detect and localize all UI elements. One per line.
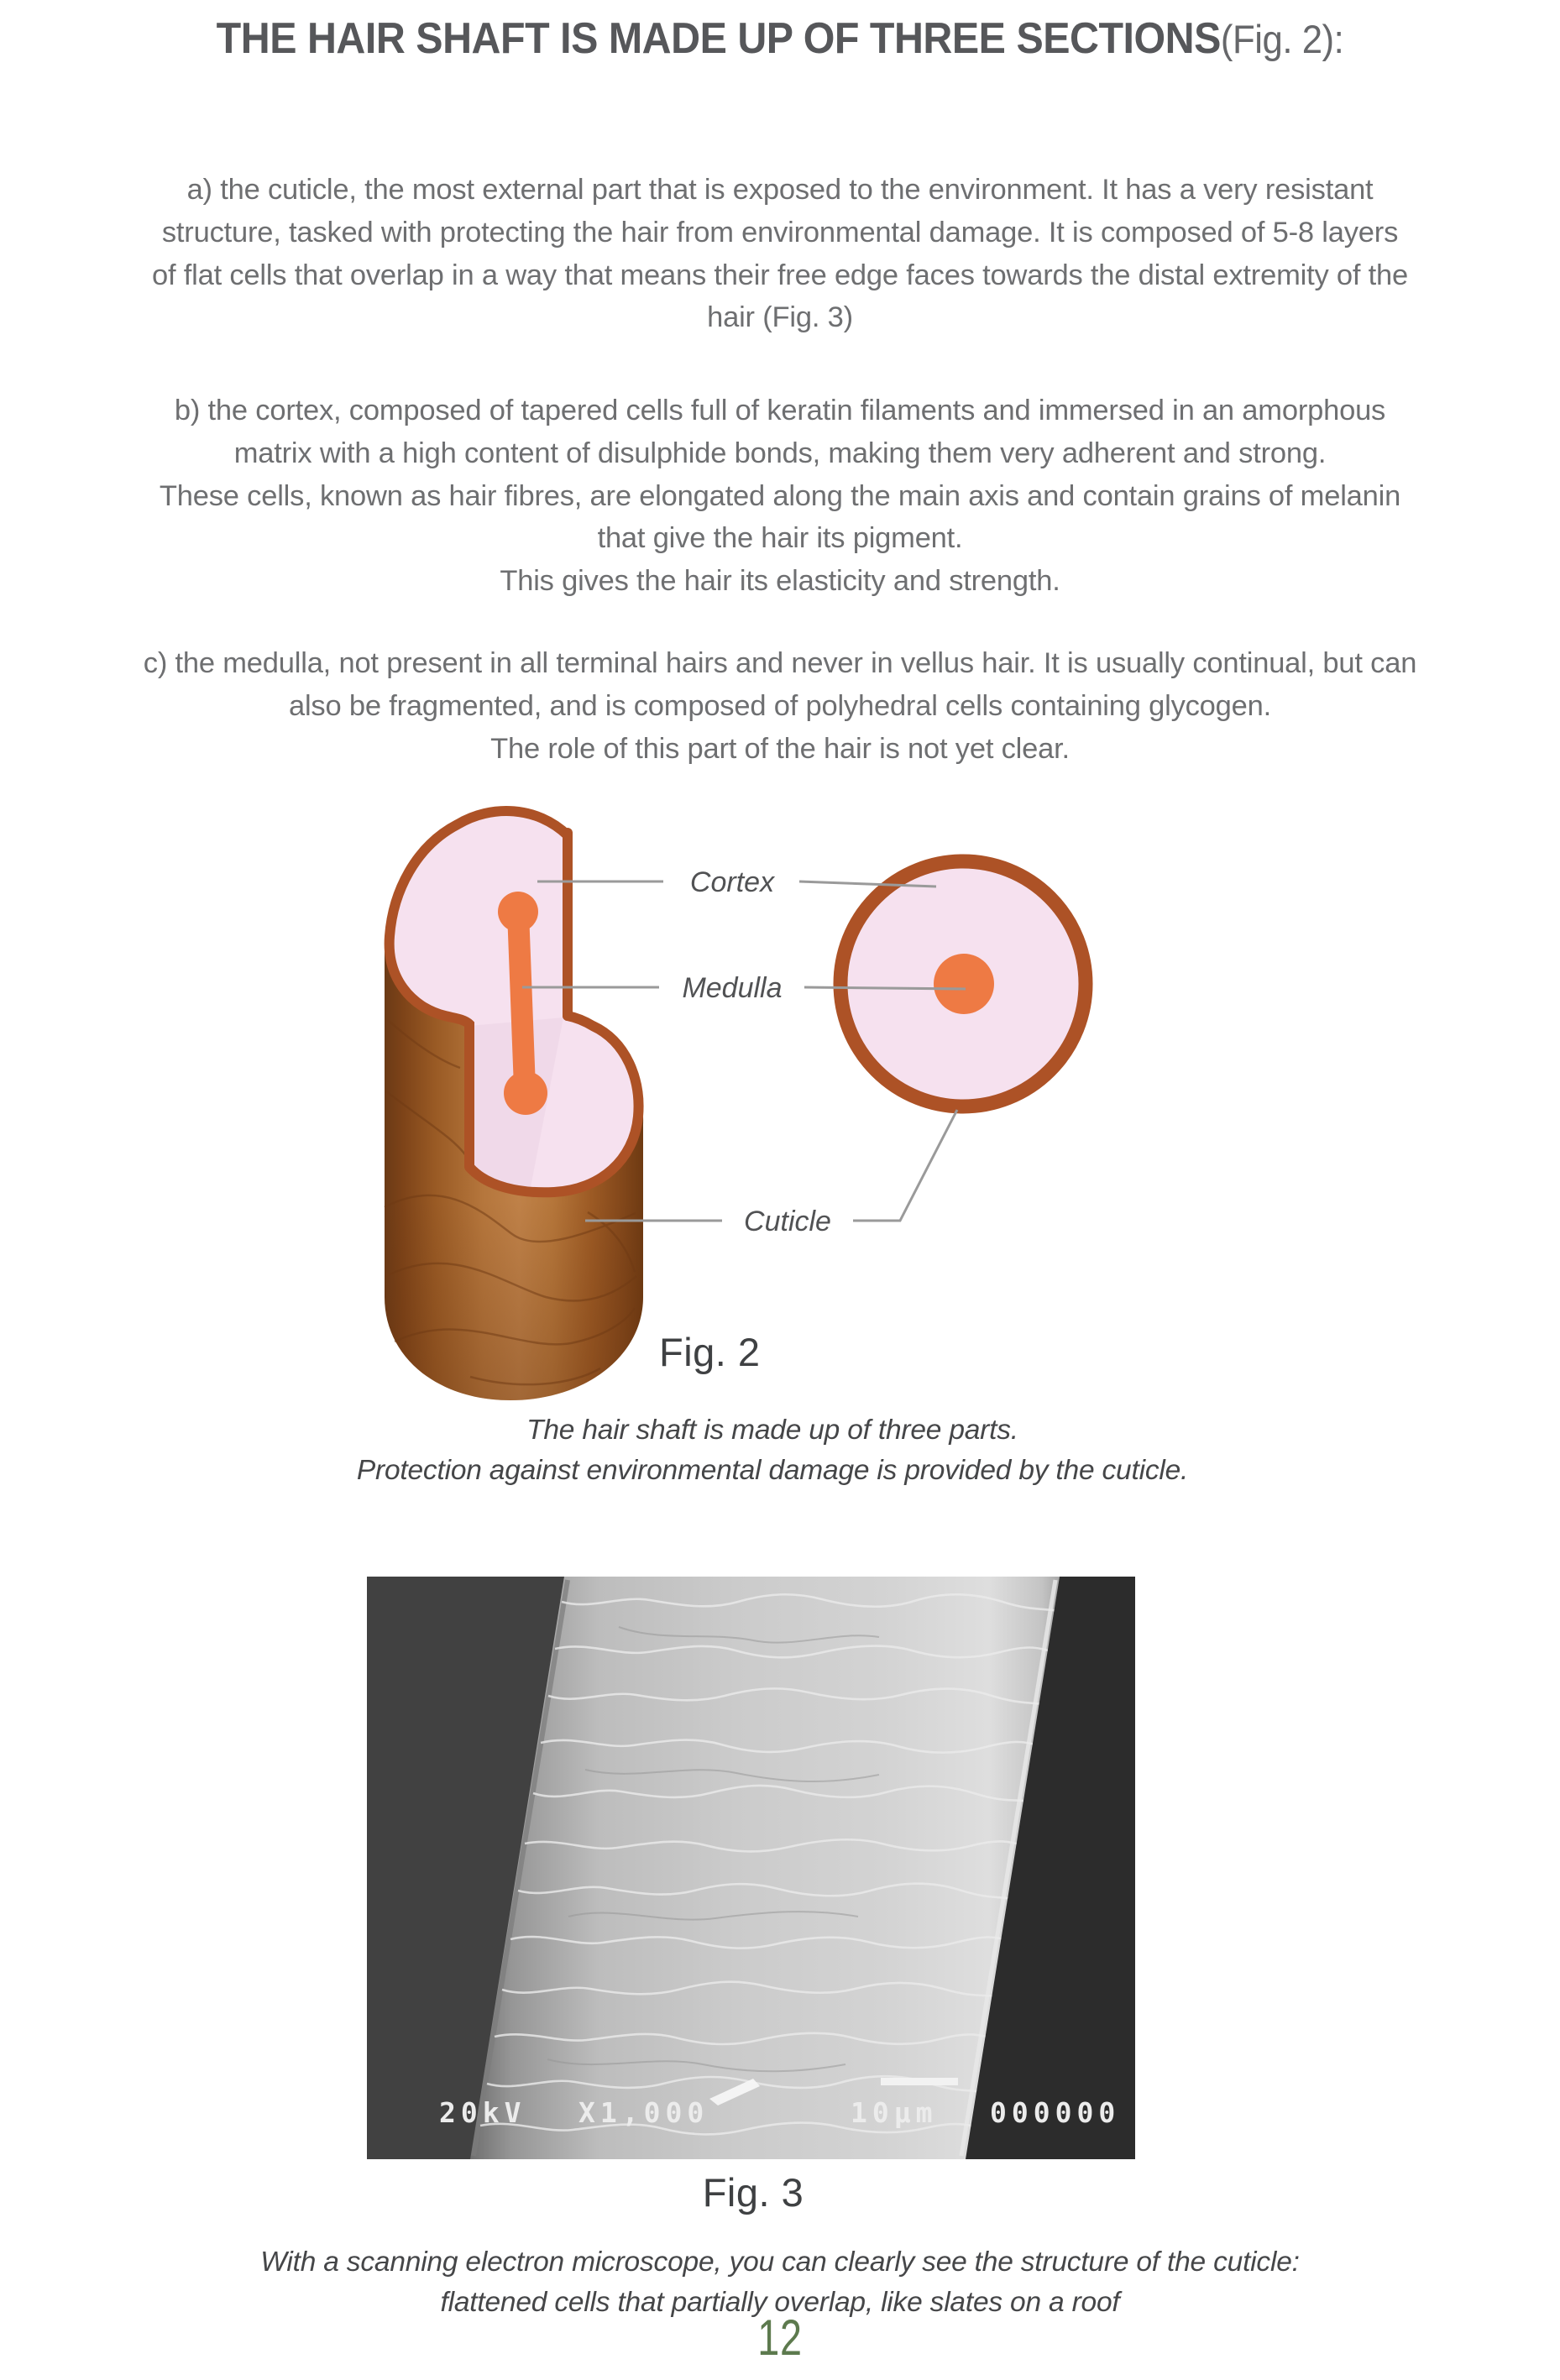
figure3-caption-line: flattened cells that partially overlap, like slates on a roof [440, 2287, 1120, 2318]
figure2-caption-line: Protection against environmental damage is provided by the cuticle. [356, 1455, 1189, 1486]
sem-counter-text: 000000 [990, 2096, 1121, 2129]
text-line: This gives the hair its elasticity and strength. [500, 565, 1060, 598]
sem-micrograph [367, 1577, 1135, 2159]
text-line: These cells, known as hair fibres, are elongated along the main axis and contain grains of melanin [159, 479, 1401, 512]
figure2-caption-line: The hair shaft is made up of three parts. [526, 1415, 1018, 1446]
cross-section-circle [840, 861, 1086, 1106]
cross-section-medulla-dot [934, 954, 994, 1014]
figure2-label: Fig. 2 [659, 1330, 761, 1374]
text-line: a) the cuticle, the most external part that is exposed to the environment. It has a very resistant [186, 174, 1374, 206]
page-number: 12 [757, 2309, 803, 2366]
medulla-line-right [804, 987, 966, 989]
paragraph-cuticle [10, 169, 1550, 339]
sem-scale-bar [881, 2078, 958, 2085]
paragraph-medulla [10, 642, 1550, 770]
sem-scale-text: 10µm [851, 2096, 938, 2129]
text-line: structure, tasked with protecting the hair from environmental damage. It is composed of 5-8 layers [161, 216, 1399, 248]
title-main: THE HAIR SHAFT IS MADE UP OF THREE SECTIONS [216, 14, 1221, 63]
sem-voltage-text: 20kV [439, 2096, 526, 2129]
text-line: that give the hair its pigment. [597, 522, 963, 555]
page-title [55, 13, 1505, 64]
text-line: b) the cortex, composed of tapered cells full of keratin filaments and immersed in an amorphous [174, 395, 1386, 426]
figure3-caption-line: With a scanning electron microscope, you can clearly see the structure of the cuticle: [260, 2247, 1300, 2278]
medulla-label: Medulla [682, 972, 783, 1004]
text-line: c) the medulla, not present in all terminal hairs and never in vellus hair. It is usually continual, but can [143, 647, 1417, 679]
paragraph-cortex [10, 390, 1550, 603]
text-line: matrix with a high content of disulphide bonds, making them very adherent and strong. [233, 437, 1327, 469]
sem-magnification-text: X1,000 [578, 2096, 709, 2129]
title-fig-ref: (Fig. 2): [1220, 17, 1344, 61]
text-line: The role of this part of the hair is not yet clear. [490, 732, 1070, 765]
figure3-label: Fig. 3 [702, 2170, 804, 2215]
cortex-label: Cortex [689, 866, 775, 898]
cuticle-line-right [853, 1110, 957, 1221]
cuticle-label: Cuticle [744, 1206, 831, 1237]
text-line: of flat cells that overlap in a way that means their free edge faces towards the distal extremity of the [151, 259, 1409, 291]
text-line: also be fragmented, and is composed of polyhedral cells containing glycogen. [288, 689, 1272, 722]
text-line: hair (Fig. 3) [707, 301, 853, 334]
